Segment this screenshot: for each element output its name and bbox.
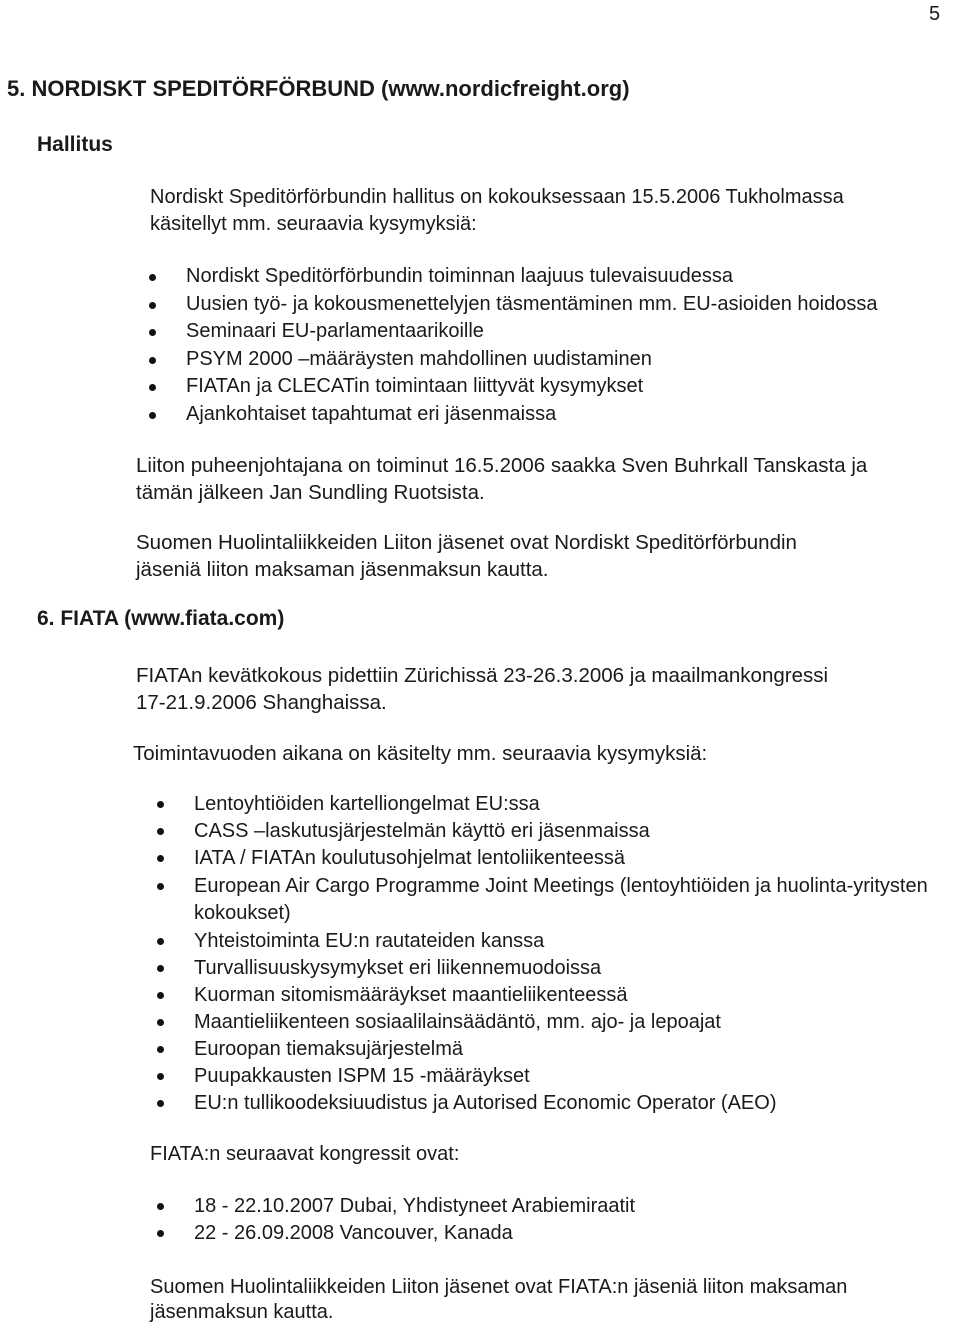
list-item: Lentoyhtiöiden kartelliongelmat EU:ssa xyxy=(194,791,936,818)
congress-intro: FIATA:n seuraavat kongressit ovat: xyxy=(150,1143,460,1165)
list-item: EU:n tullikoodeksiuudistus ja Autorised Economic Operator (AEO) xyxy=(194,1090,936,1117)
list-item: IATA / FIATAn koulutusohjelmat lentoliikenteessä xyxy=(194,845,936,872)
fiata-membership-line-2: jäsenmaksun kautta. xyxy=(150,1301,334,1323)
chair-line-1: Liiton puheenjohtajana on toiminut 16.5.2006 saakka Sven Buhrkall Tanskasta ja xyxy=(136,454,868,477)
intro-line-1: Nordiskt Speditörförbundin hallitus on kokouksessaan 15.5.2006 Tukholmassa xyxy=(150,186,844,208)
fiata-meeting-line-2: 17-21.9.2006 Shanghaissa. xyxy=(136,691,387,714)
list-item: 22 - 26.09.2008 Vancouver, Kanada xyxy=(194,1220,635,1247)
list-item: CASS –laskutusjärjestelmän käyttö eri jäsenmaissa xyxy=(194,818,936,845)
board-topics-list xyxy=(186,263,877,429)
section-5-subheading: Hallitus xyxy=(37,133,113,156)
list-item: Uusien työ- ja kokousmenettelyjen täsmentäminen mm. EU-asioiden hoidossa xyxy=(186,291,877,319)
list-item: Yhteistoiminta EU:n rautateiden kanssa xyxy=(194,928,936,955)
list-item: Euroopan tiemaksujärjestelmä xyxy=(194,1036,936,1063)
list-item: 18 - 22.10.2007 Dubai, Yhdistyneet Arabiemiraatit xyxy=(194,1193,635,1220)
list-item: Ajankohtaiset tapahtumat eri jäsenmaissa xyxy=(186,401,877,429)
list-item: Turvallisuuskysymykset eri liikennemuodoissa xyxy=(194,955,936,982)
list-item: Puupakkausten ISPM 15 -määräykset xyxy=(194,1063,936,1090)
list-item: Nordiskt Speditörförbundin toiminnan laajuus tulevaisuudessa xyxy=(186,263,877,291)
list-item: Kuorman sitomismääräykset maantieliikenteessä xyxy=(194,982,936,1009)
list-item: Seminaari EU-parlamentaarikoille xyxy=(186,318,877,346)
chair-line-2: tämän jälkeen Jan Sundling Ruotsista. xyxy=(136,481,485,504)
fiata-topics-list xyxy=(194,791,936,1117)
list-item: Maantieliikenteen sosiaalilainsäädäntö, mm. ajo- ja lepoajat xyxy=(194,1009,936,1036)
list-item: European Air Cargo Programme Joint Meetings (lentoyhtiöiden ja huolinta-yritysten kokoukset) xyxy=(194,873,936,927)
fiata-topics-intro: Toimintavuoden aikana on käsitelty mm. seuraavia kysymyksiä: xyxy=(133,742,708,765)
intro-line-2: käsitellyt mm. seuraavia kysymyksiä: xyxy=(150,213,477,235)
section-5-heading: 5. NORDISKT SPEDITÖRFÖRBUND (www.nordicfreight.org) xyxy=(7,76,630,101)
nordic-membership-line-1: Suomen Huolintaliikkeiden Liiton jäsenet ovat Nordiskt Speditörförbundin xyxy=(136,531,797,554)
nordic-membership-line-2: jäseniä liiton maksaman jäsenmaksun kautta. xyxy=(136,558,549,581)
congress-list xyxy=(194,1193,635,1247)
list-item: PSYM 2000 –määräysten mahdollinen uudistaminen xyxy=(186,346,877,374)
page-number: 5 xyxy=(929,3,941,25)
section-6-heading: 6. FIATA (www.fiata.com) xyxy=(37,607,285,630)
fiata-membership-line-1: Suomen Huolintaliikkeiden Liiton jäsenet ovat FIATA:n jäseniä liiton maksaman xyxy=(150,1276,848,1298)
fiata-meeting-line-1: FIATAn kevätkokous pidettiin Zürichissä 23-26.3.2006 ja maailmankongressi xyxy=(136,664,829,687)
list-item: FIATAn ja CLECATin toimintaan liittyvät kysymykset xyxy=(186,373,877,401)
